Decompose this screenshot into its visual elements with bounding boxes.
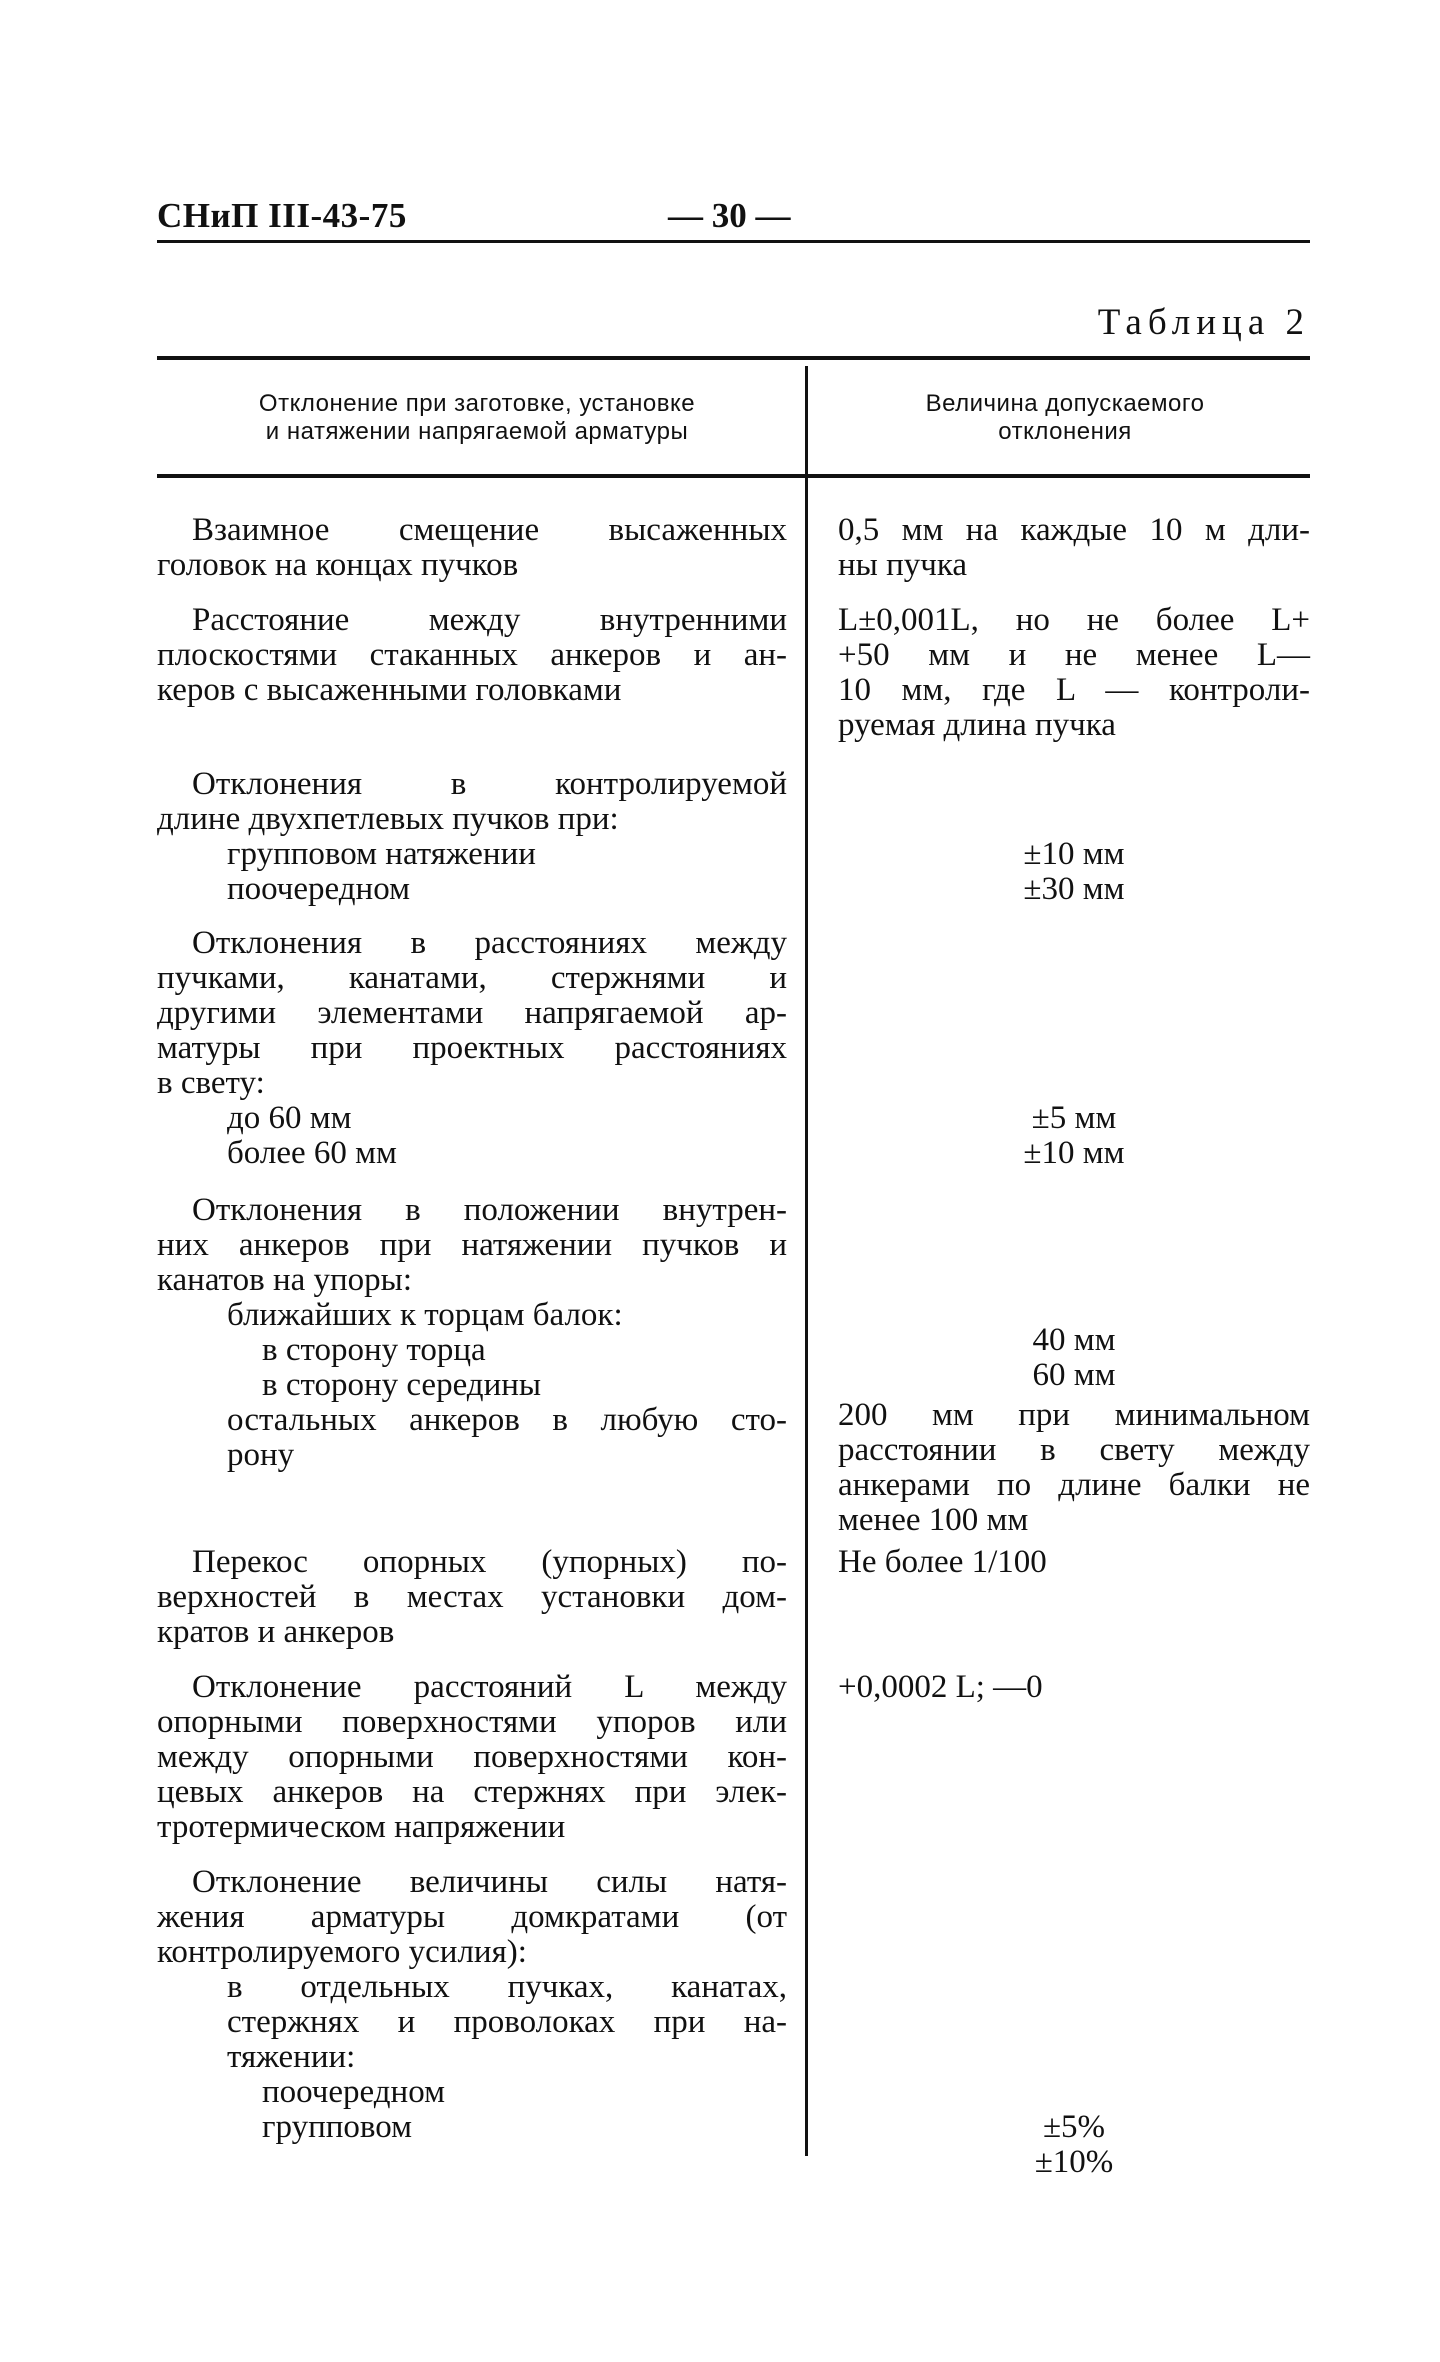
tolerance-value: ±10 мм [1023, 1135, 1125, 1171]
row-3-deviation [157, 767, 787, 907]
table-text-line: головок на концах пучков [157, 547, 519, 583]
table-text-line: Не более 1/100 [838, 1544, 1047, 1580]
table-text-line: жения арматуры домкратами (от [157, 1899, 787, 1935]
column-divider [805, 366, 808, 2156]
table-text-line: керов с высаженными головками [157, 672, 622, 708]
table-text-line: тяжении: [227, 2039, 356, 2075]
row-4-deviation [157, 926, 787, 1171]
table-text-line: другими элементами напрягаемой ар- [157, 995, 787, 1031]
row-1-deviation [157, 513, 787, 583]
table-text-line: длине двухпетлевых пучков при: [157, 801, 619, 837]
table-text-line: 0,5 мм на каждые 10 м дли- [838, 512, 1310, 548]
table-text-line: плоскостями стаканных анкеров и ан- [157, 637, 787, 673]
row-1-tolerance [838, 513, 1310, 583]
table-text-line: них анкеров при натяжении пучков и [157, 1227, 787, 1263]
tolerance-value: ±5% [1042, 2109, 1106, 2145]
table-text-line: Отклонение расстояний L между [192, 1669, 787, 1705]
table-header-rule [157, 474, 1310, 478]
table-text-line: верхностей в местах установки дом- [157, 1579, 787, 1615]
table-text-line: опорными поверхностями упоров или [157, 1704, 787, 1740]
table-text-line: менее 100 мм [838, 1502, 1029, 1538]
table-text-line: канатов на упоры: [157, 1262, 413, 1298]
tolerance-value: ±30 мм [1023, 871, 1125, 907]
table-text-line: поочередном [262, 2074, 445, 2110]
table-text-line: цевых анкеров на стержнях при элек- [157, 1774, 787, 1810]
table-text-line: Перекос опорных (упорных) по- [192, 1544, 787, 1580]
row-6-deviation [157, 1545, 787, 1650]
table-text-line: Отклонение величины силы натя- [192, 1864, 787, 1900]
table-text-line: более 60 мм [227, 1135, 397, 1171]
table-text-line: групповом [262, 2109, 413, 2145]
table-text-line: 200 мм при минимальном [838, 1397, 1310, 1433]
table-text-line: анкерами по длине балки не [838, 1467, 1310, 1503]
row-6-tolerance [838, 1545, 1310, 1580]
row-8-tolerance [838, 2110, 1310, 2180]
table-text-line: ближайших к торцам балок: [227, 1297, 623, 1333]
table-top-rule [157, 356, 1310, 360]
table-text-line: пучками, канатами, стержнями и [157, 960, 787, 996]
row-5-deviation [157, 1193, 787, 1473]
table-text-line: +50 мм и не менее L— [838, 637, 1310, 673]
table-text-line: стержнях и проволоках при на- [227, 2004, 787, 2040]
row-5-tolerance [838, 1398, 1310, 1538]
table-text-line: поочередном [227, 871, 410, 907]
table-text-line: руемая длина пучка [838, 707, 1116, 743]
table-text-line: в сторону середины [262, 1367, 542, 1403]
row-7-tolerance [838, 1670, 1310, 1705]
table-text-line: Отклонения в расстояниях между [192, 925, 787, 961]
table-text-line: остальных анкеров в любую сто- [227, 1402, 787, 1438]
tolerance-value: ±10% [1034, 2144, 1114, 2180]
table-text-line: +0,0002 L; —0 [838, 1669, 1043, 1705]
column-header-deviation: Отклонение при заготовке, установке и натяжении напрягаемой арматуры [258, 390, 696, 445]
table-text-line: Взаимное смещение высаженных [192, 512, 787, 548]
table-text-line: рону [227, 1437, 295, 1473]
table-text-line: Отклонения в контролируемой [192, 766, 787, 802]
page-header [157, 196, 1310, 236]
table-text-line: контролируемого усилия): [157, 1934, 527, 1970]
table-text-line: расстоянии в свету между [838, 1432, 1310, 1468]
table-text-line: L±0,001L, но не более L+ [838, 602, 1310, 638]
table-text-line: в отдельных пучках, канатах, [227, 1969, 787, 2005]
row-3-tolerance [838, 837, 1310, 907]
row-2-deviation [157, 603, 787, 708]
tolerance-value: ±5 мм [1031, 1100, 1117, 1136]
table-text-line: ны пучка [838, 547, 968, 583]
document-code: СНиП III-43-75 [157, 196, 407, 235]
table-text-line: матуры при проектных расстояниях [157, 1030, 787, 1066]
row-7-deviation [157, 1670, 787, 1845]
table-text-line: в свету: [157, 1065, 265, 1101]
row-8-deviation [157, 1865, 787, 2145]
row-5-values [838, 1323, 1310, 1393]
table-text-line: групповом натяжении [227, 836, 536, 872]
page-number: — 30 — [668, 196, 791, 235]
tolerance-value: 40 мм [1032, 1322, 1116, 1358]
table-text-line: 10 мм, где L — контроли- [838, 672, 1310, 708]
table-text-line: тротермическом напряжении [157, 1809, 566, 1845]
row-2-tolerance [838, 603, 1310, 743]
column-header-tolerance: Величина допускаемого отклонения [925, 390, 1205, 445]
row-4-tolerance [838, 1101, 1310, 1171]
table-text-line: между опорными поверхностями кон- [157, 1739, 787, 1775]
tolerance-value: ±10 мм [1023, 836, 1125, 872]
table-label: Таблица 2 [1097, 302, 1310, 343]
table-text-line: в сторону торца [262, 1332, 486, 1368]
header-rule [157, 240, 1310, 243]
table-text-line: до 60 мм [227, 1100, 352, 1136]
table-text-line: Расстояние между внутренними [192, 602, 787, 638]
tolerance-value: 60 мм [1032, 1357, 1116, 1393]
table-text-line: Отклонения в положении внутрен- [192, 1192, 787, 1228]
table-text-line: кратов и анкеров [157, 1614, 395, 1650]
